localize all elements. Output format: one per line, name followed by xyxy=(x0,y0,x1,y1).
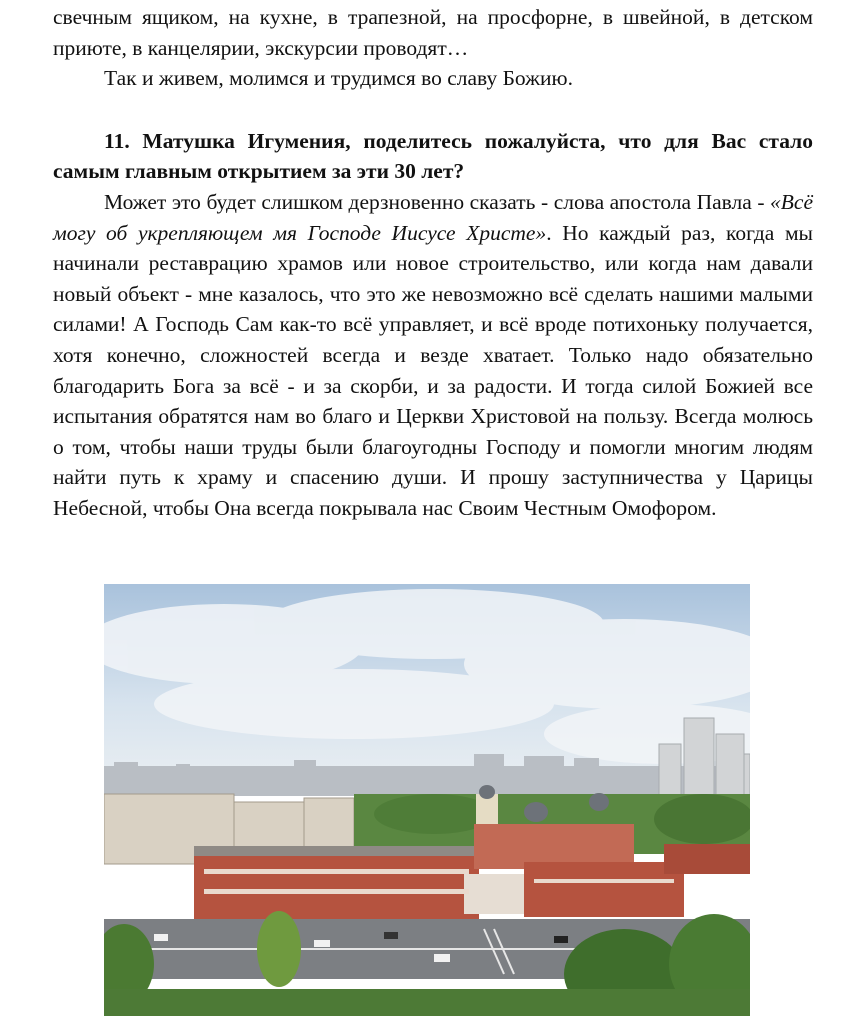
apostle-quote: «Всё могу об укрепляющем мя Господе Иисусе Христе» xyxy=(53,189,813,245)
answer-paragraph xyxy=(53,187,813,524)
monastery-photo xyxy=(104,584,750,1016)
document-page xyxy=(53,0,813,524)
paragraph-closing: Так и живем, молимся и трудимся во славу Божию. xyxy=(104,66,573,91)
answer-rest: . Но каждый раз, когда мы начинали реставрацию храмов или новое строительство, или когда нам давали новый объект - мне казалось, что это же невозможно всё сделать нашими малыми силами! А Господь Сам как-то всё управляет, и всё вроде потихоньку получается, хотя конечно, сложностей всегда и везде хватает. Только надо обязательно благодарить Бога за всё - и за скорби, и за радости. И тогда силой Божией все испытания обратятся нам во благо и Церкви Христовой на пользу. Всегда молюсь о том, чтобы наши труды были благоугодны Господу и помогли многим людям найти путь к храму и спасению души. И прошу заступничества у Царицы Небесной, чтобы Она всегда покрывала нас Своим Честным Омофором. xyxy=(53,220,813,520)
paragraph-continuation: свечным ящиком, на кухне, в трапезной, на просфорне, в швейной, в детском приюте, в канцелярии, экскурсии проводят… xyxy=(53,5,813,60)
question-heading: 11. Матушка Игумения, поделитесь пожалуйста, что для Вас стало самым главным открытием за эти 30 лет? xyxy=(53,128,813,184)
answer-intro: Может это будет слишком дерзновенно сказать - слова апостола Павла - xyxy=(104,189,771,214)
